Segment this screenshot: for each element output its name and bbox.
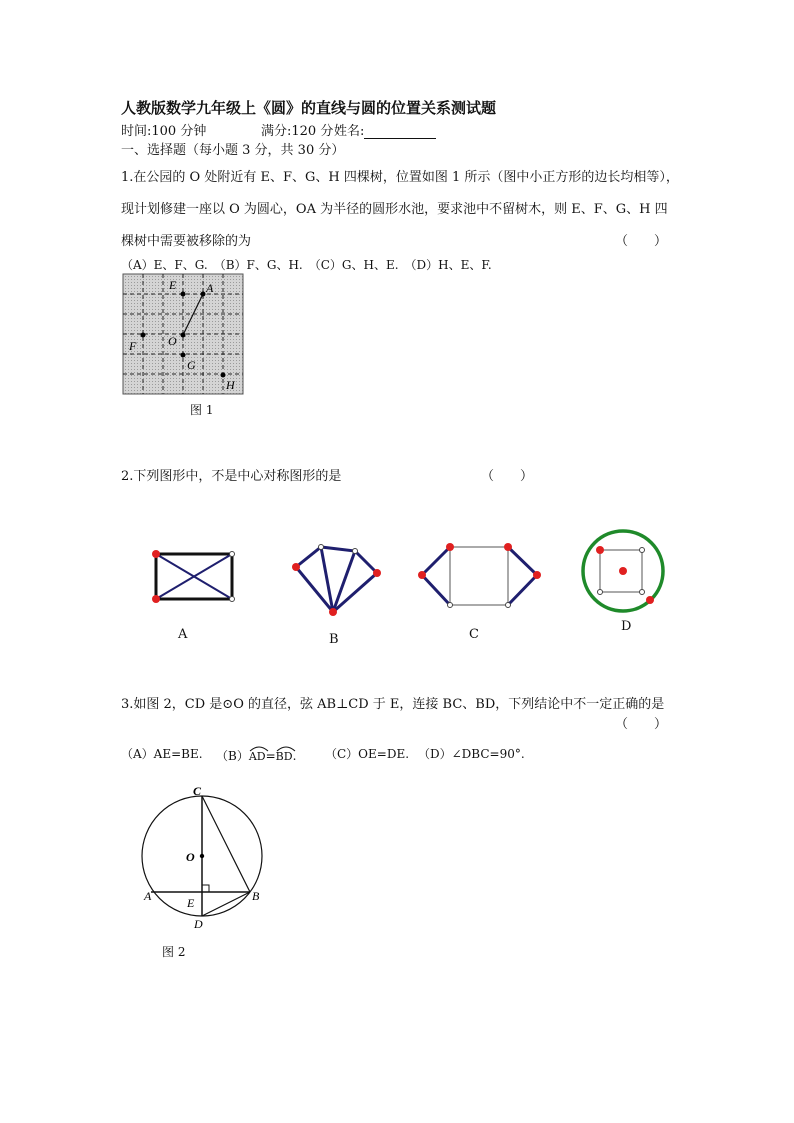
figure-d: [583, 531, 663, 611]
label-b2: B: [252, 889, 260, 903]
figure-1-grid: [122, 273, 246, 397]
exam-full-score: 满分:120 分: [261, 124, 334, 139]
q2-figures: [130, 530, 680, 650]
point-o: [181, 333, 186, 338]
figure-a: [152, 550, 235, 603]
page-title: 人教版数学九年级上《圆》的直线与圆的位置关系测试题: [121, 99, 497, 117]
figure-1-caption: 图 1: [190, 403, 214, 417]
point-f: [141, 333, 146, 338]
label-h: H: [226, 378, 235, 392]
q3-option-c: （C）OE=DE.: [325, 747, 410, 761]
student-name-label: 姓名:: [334, 120, 436, 139]
label-g: G: [187, 358, 196, 372]
figure-d-label: D: [621, 619, 632, 634]
q1-line3: 棵树中需要被移除的为: [121, 234, 252, 249]
section-heading: 一、选择题（每小题 3 分，共 30 分）: [121, 143, 345, 158]
arc-ad: AD: [249, 745, 266, 763]
figure-b-label: B: [329, 632, 339, 647]
point-e: [181, 292, 186, 297]
figure-a-label: A: [178, 627, 188, 642]
q3-option-a: （A）AE=BE.: [121, 747, 203, 761]
q2-line: 2.下列图形中，不是中心对称图形的是: [121, 469, 342, 484]
exam-time: 时间:100 分钟: [121, 124, 207, 139]
q1-options: （A）E、F、G. （B）F、G、H. （C）G、H、E. （D）H、E、F.: [121, 258, 492, 272]
label-c: C: [193, 784, 202, 798]
name-blank[interactable]: [364, 126, 436, 139]
label-e: E: [169, 278, 177, 292]
q1-line2: 现计划修建一座以 O 为圆心，OA 为半径的圆形水池，要求池中不留树木，则 E、F、G、H 四: [121, 202, 668, 217]
label-d2: D: [194, 917, 203, 931]
figure-2-circle: [138, 782, 273, 932]
arc-bd: BD: [276, 745, 293, 763]
figure-c-label: C: [469, 627, 479, 642]
q3-answer-paren: （ ）: [615, 717, 668, 732]
q3-option-b: （B） AD= BD.: [216, 745, 296, 764]
figure-b: [292, 545, 381, 617]
figure-c: [418, 543, 541, 608]
label-f: F: [129, 339, 137, 353]
label-e2: E: [187, 896, 195, 910]
q1-answer-paren: （ ）: [615, 234, 668, 249]
q3-option-d: （D）∠DBC=90°.: [418, 747, 525, 761]
label-o: O: [168, 334, 177, 348]
point-a: [201, 292, 206, 297]
figure-2-caption: 图 2: [162, 945, 186, 959]
q3-line: 3.如图 2，CD 是⊙O 的直径，弦 AB⊥CD 于 E，连接 BC、BD，下列结论中不一定正确的是: [121, 697, 665, 712]
label-o2: O: [186, 850, 195, 864]
point-g: [181, 353, 186, 358]
label-a: A: [206, 281, 214, 295]
q2-answer-paren: （ ）: [481, 469, 534, 484]
point-h: [221, 373, 226, 378]
q1-line1: 1.在公园的 O 处附近有 E、F、G、H 四棵树，位置如图 1 所示（图中小正方形的边长均相等），: [121, 170, 679, 185]
label-a2: A: [144, 889, 152, 903]
